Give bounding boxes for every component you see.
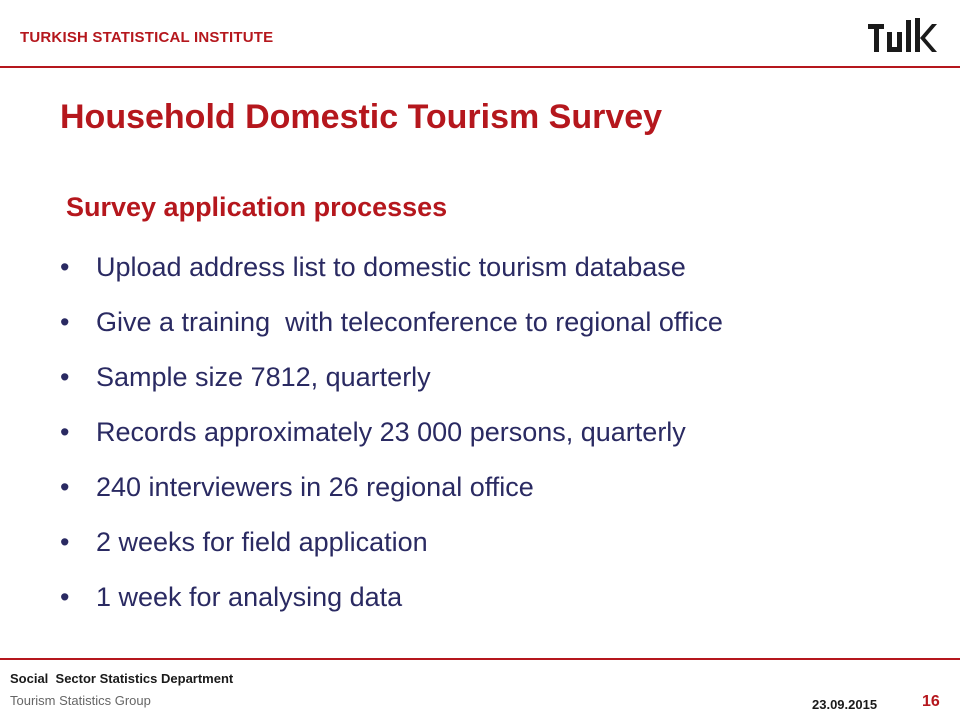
bullet-text: 240 interviewers in 26 regional office — [96, 472, 534, 502]
slide-subtitle: Survey application processes — [66, 192, 448, 222]
bullet-marker: • — [60, 252, 70, 282]
bullet-list — [60, 240, 723, 625]
bullet-text: Upload address list to domestic tourism database — [96, 252, 686, 282]
department-name: Social Sector Statistics Department — [10, 671, 234, 686]
list-item — [60, 405, 723, 460]
organization-name: TURKISH STATISTICAL INSTITUTE — [20, 29, 274, 46]
footer-divider — [0, 658, 960, 660]
bullet-text: 1 week for analysing data — [96, 582, 403, 612]
list-item — [60, 570, 723, 625]
header-divider — [0, 66, 960, 68]
group-name: Tourism Statistics Group — [10, 693, 151, 708]
list-item — [60, 240, 723, 295]
bullet-marker: • — [60, 582, 70, 612]
slide-title: Household Domestic Tourism Survey — [60, 98, 663, 136]
bullet-marker: • — [60, 472, 70, 502]
bullet-marker: • — [60, 307, 70, 337]
list-item — [60, 350, 723, 405]
page-number: 16 — [922, 693, 940, 710]
list-item — [60, 460, 723, 515]
list-item — [60, 515, 723, 570]
slide-date: 23.09.2015 — [812, 697, 878, 712]
bullet-text: Records approximately 23 000 persons, quarterly — [96, 417, 686, 447]
bullet-text: Sample size 7812, quarterly — [96, 362, 431, 392]
bullet-text: 2 weeks for field application — [96, 527, 428, 557]
list-item — [60, 295, 723, 350]
bullet-marker: • — [60, 362, 70, 392]
tuik-logo — [866, 16, 938, 56]
bullet-marker: • — [60, 527, 70, 557]
bullet-text: Give a training with teleconference to regional office — [96, 307, 723, 337]
bullet-marker: • — [60, 417, 70, 447]
